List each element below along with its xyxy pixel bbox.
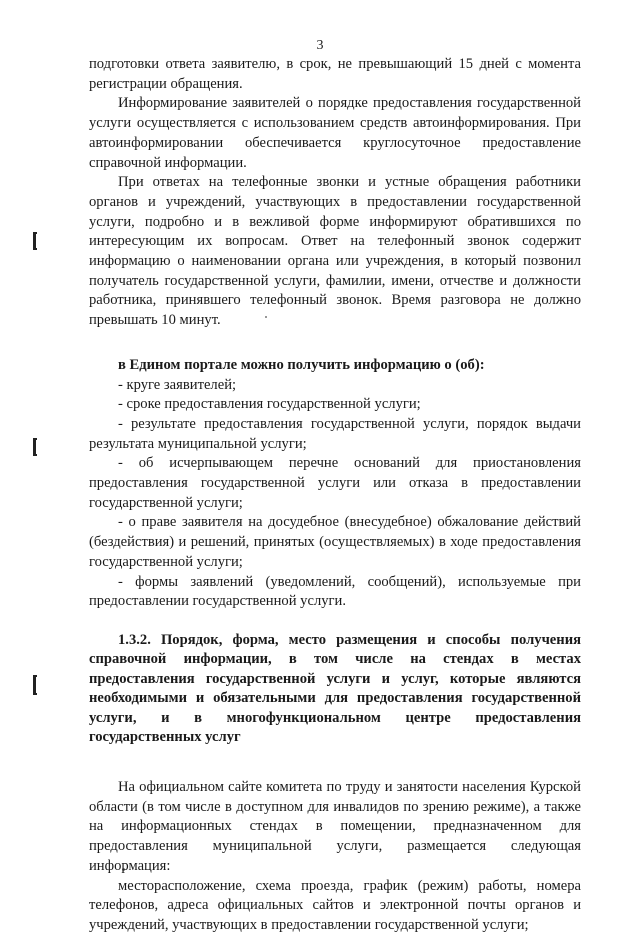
margin-bracket-mark xyxy=(33,232,36,250)
margin-bracket-mark xyxy=(33,675,36,695)
list-item: - результате предоставления государственной услуги, порядок выдачи результата муниципальной услуги; xyxy=(89,415,581,452)
page-number: 3 xyxy=(316,38,324,53)
spacer xyxy=(89,331,581,350)
list-item: - формы заявлений (уведомлений, сообщений), используемые при предоставлении государственной услуги. xyxy=(89,573,581,610)
margin-bracket-mark xyxy=(33,438,36,456)
paragraph-autoinforming: Информирование заявителей о порядке предоставления государственной услуги осуществляется с использованием средств автоинформирования. При автоинформировании обеспечивается круглосуточное предоставление справочной информации. xyxy=(89,95,581,171)
list-item: - круге заявителей; xyxy=(118,376,237,393)
paragraph-official-site: На официальном сайте комитета по труду и занятости населения Курской области (в том числе в доступном для инвалидов по зрению режиме), а также на информационных стендах в помещении, предназначенном для предоставления муниципальной услуги, размещается следующая информация: xyxy=(89,778,581,874)
paragraph-location-info: месторасположение, схема проезда, график (режим) работы, номера телефонов, адреса официальных сайтов и электронной почты органов и учреждений, участвующих в предоставлении государственной услуги; xyxy=(89,877,581,933)
document-body xyxy=(89,55,581,936)
list-item: - об исчерпывающем перечне оснований для приостановления предоставления государственной услуги или отказа в предоставлении государственной услуги; xyxy=(89,455,581,511)
list-item: - о праве заявителя на досудебное (внесудебное) обжалование действий (бездействия) и решений, принятых (осуществляемых) в ходе предоставления государственной услуги; xyxy=(89,514,581,570)
spacer xyxy=(89,748,581,778)
spacer xyxy=(89,612,581,631)
paragraph-phone-answers: При ответах на телефонные звонки и устные обращения работники органов и учреждений, участвующих в предоставлении государственной услуги, подробно и в вежливой форме информируют обратившихся по интересующим их вопросам. Ответ на телефонный звонок содержит информацию о наименовании органа или учреждения, в который позвонил получатель государственной услуги, фамилии, имени, отчестве и должности работника, принявшего телефонный звонок. Время разговора не должно превышать 10 минут. xyxy=(89,174,581,329)
portal-info-heading: в Едином портале можно получить информацию о (об): xyxy=(118,356,485,373)
paragraph-deadline: подготовки ответа заявителю, в срок, не превышающий 15 дней с момента регистрации обращения. xyxy=(89,56,581,92)
section-heading: 1.3.2. Порядок, форма, место размещения и способы получения справочной информации, в том числе на стендах в местах предоставления государственной услуги и услуг, которые являются необходимыми и обязательными для предоставления государственной услуги, и в многофункциональном центре предоставления государственных услуг xyxy=(89,631,581,746)
list-item: - сроке предоставления государственной услуги; xyxy=(118,396,421,413)
